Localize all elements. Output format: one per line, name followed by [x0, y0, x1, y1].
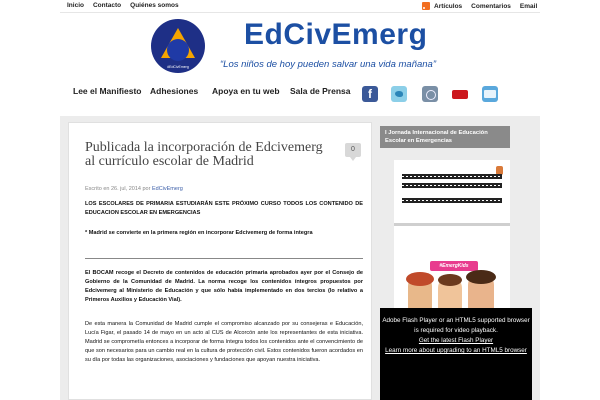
- comment-count-badge[interactable]: 0: [345, 143, 361, 157]
- nav-item-apoya[interactable]: Apoya en tu web: [212, 86, 280, 96]
- child-hair: [406, 272, 434, 286]
- post-title[interactable]: Publicada la incorporación de Edcivemerg al currículo escolar de Madrid: [85, 140, 323, 169]
- top-link-contacto[interactable]: Contacto: [92, 2, 122, 9]
- post-intro: LOS ESCOLARES DE PRIMARIA ESTUDIARÁN ESTE PRÓXIMO CURSO TODOS LOS CONTENIDO DE EDUCACION ESCOLAR EN EMERGENCIAS: [85, 201, 363, 216]
- child-hair: [466, 270, 496, 284]
- nav-item-manifiesto[interactable]: Lee el Manifiesto: [73, 86, 142, 96]
- child-hair: [438, 274, 462, 286]
- post-paragraph-2: De esta manera la Comunidad de Madrid cumple el compromiso alcanzado por su consejeras e Educación, Lucía Figar, el pasado 14 de mayo en un acto al CUS de Alcorcón ante los representantes de esta iniciativa. Madrid se comprometía entonces a incorporar de forma íntegra todos los contenidos ante el convencimiento de que son necesarios para un cambio real en la cultura de protección civil. Estos contenidos fueron acordados en su día por todas las organizaciones, asociaciones y fundaciones que apoyan nuestra iniciativa.: [85, 321, 363, 363]
- flash-message: Adobe Flash Player or an HTML5 supported browser is required for video playback.: [382, 317, 530, 334]
- site-logo[interactable]: [151, 19, 205, 73]
- video-player-placeholder: [380, 308, 532, 400]
- site-tagline: “Los niños de hoy pueden salvar una vida mañana”: [220, 59, 437, 70]
- instagram-icon[interactable]: [422, 86, 438, 102]
- nav-item-sala-prensa[interactable]: Sala de Prensa: [290, 86, 351, 96]
- top-links-left: [67, 2, 188, 9]
- top-divider: [60, 12, 540, 13]
- event-poster-image[interactable]: [394, 160, 510, 324]
- top-link-inicio[interactable]: Inicio: [67, 2, 84, 9]
- post-content: [68, 122, 372, 400]
- top-link-email[interactable]: Email: [519, 2, 538, 10]
- post-paragraph-1: El BOCAM recoge el Decreto de contenidos de educación primaria aprobados ayer por el Consejo de Gobierno de la Comunidad de Madrid. La norma recoge los contenidos íntegros propuestos por Edcivemerg al Ministerio de Educación y que sólo había implementado en dos tercios (lo relativo a Primeros Auxilios y Educación Vial).: [85, 270, 363, 303]
- film-strip: [402, 183, 502, 188]
- flash-player-link[interactable]: Get the latest Flash Player: [418, 337, 494, 344]
- email-icon[interactable]: [482, 86, 498, 102]
- film-strip: [402, 174, 502, 179]
- post-author-link[interactable]: EdCivEmerg: [151, 186, 183, 192]
- html5-browser-link[interactable]: Learn more about upgrading to an HTML5 browser: [385, 347, 527, 354]
- rss-icon[interactable]: [422, 2, 430, 10]
- sidebar: [380, 122, 532, 400]
- poster-caption: [394, 223, 510, 226]
- top-bar: [0, 0, 600, 12]
- nav-item-adhesiones[interactable]: Adhesiones: [150, 86, 199, 96]
- logo-text: #EdCivEmerg: [167, 65, 189, 69]
- top-link-articulos[interactable]: Artículos: [434, 2, 463, 10]
- widget-title: I Jornada Internacional de Educación Escolar en Emergencias: [380, 126, 510, 148]
- site-header: [118, 14, 482, 82]
- top-link-comentarios[interactable]: Comentarios: [471, 2, 511, 10]
- youtube-icon[interactable]: [452, 86, 468, 102]
- post-divider: [85, 258, 363, 259]
- facebook-icon[interactable]: f: [362, 86, 378, 102]
- post-meta: [85, 186, 183, 192]
- top-link-quienes-somos[interactable]: Quiénes somos: [130, 2, 179, 9]
- post-date: Escrito en 26. jul, 2014 por: [85, 186, 151, 192]
- twitter-icon[interactable]: [391, 86, 407, 102]
- film-strip: [402, 198, 502, 203]
- top-links-right: [422, 2, 546, 10]
- hashtag-tag: #EmergKids: [430, 261, 478, 271]
- post-highlight: * Madrid se convierte en la primera región en incorporar Edcivemerg de forma integra: [85, 230, 313, 236]
- logo-circle-icon: [167, 39, 189, 61]
- main-nav: [60, 82, 540, 108]
- site-title[interactable]: EdCivEmerg: [244, 18, 428, 51]
